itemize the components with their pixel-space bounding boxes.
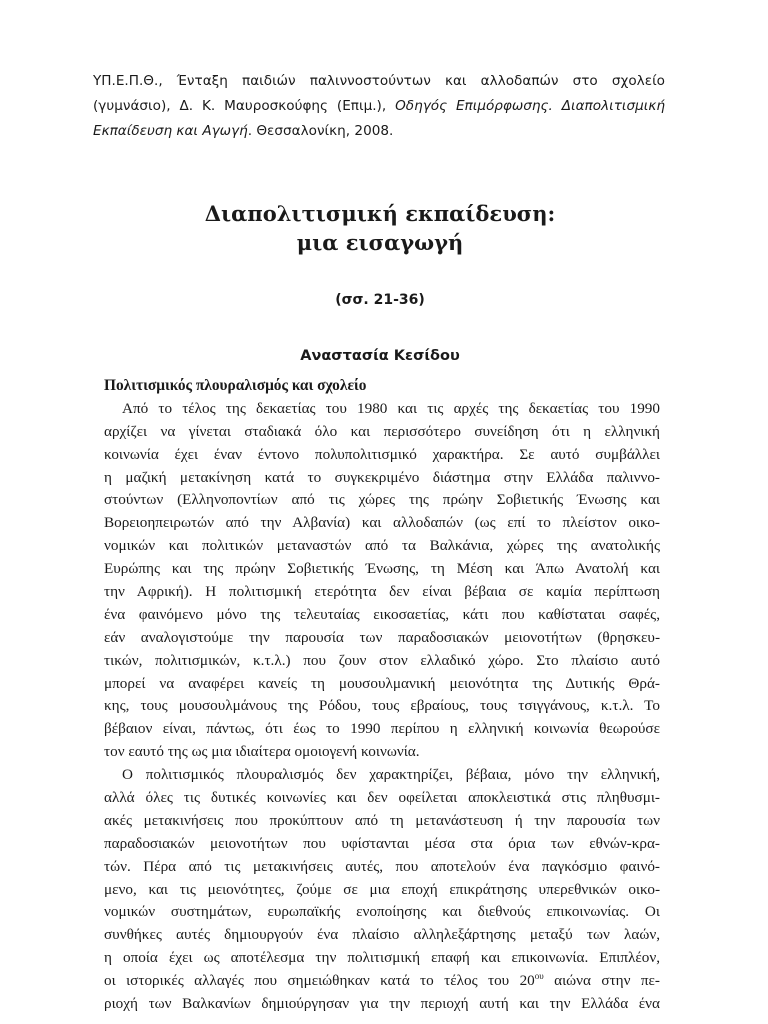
paragraph-line: Ευρώπης και της πρώην Σοβιετικής Ένωσης, τη Μέση και Άπω Ανατολή και xyxy=(104,560,660,578)
citation-book-title: Οδηγός Επιμόρφωσης. Διαπολιτισμική Εκπαίδευση και Αγωγή xyxy=(93,98,665,139)
paragraph-line: εάν αναλογιστούμε την παρουσία των παραδοσιακών μειονοτήτων (θρησκευ- xyxy=(104,628,660,646)
paragraph-line: στούντων (Ελληνοποντίων από τις χώρες της πρώην Σοβιετικής Ένωσης και xyxy=(104,491,660,509)
line-text-tail: αιώνα στην πε- xyxy=(543,972,660,990)
bibliographic-citation xyxy=(93,69,665,144)
paragraph-line: αρχίζει να γίνεται σταδιακά όλο και περισσότερο συνείδηση ότι η ελληνική xyxy=(104,422,660,440)
paragraph-line: νομικών συστημάτων, ευρωπαϊκής ενοποίησης και διεθνούς επικοινωνίας. Οι xyxy=(104,903,660,921)
paragraph-line: Βορειοηπειρωτών από την Αλβανία) και αλλοδαπών (ως επί το πλείστον οικο- xyxy=(104,514,660,532)
paragraph-line: Από το τέλος της δεκαετίας του 1980 και τις αρχές της δεκαετίας του 1990 xyxy=(122,399,660,417)
paragraph-line: τον εαυτό της ως μια ιδιαίτερα ομοιογενή κοινωνία. xyxy=(104,743,420,761)
chapter-title xyxy=(100,199,660,257)
paragraph-line: βέβαιον είναι, πάντως, ότι έως το 1990 περίπου η ελληνική κοινωνία θεωρούσε xyxy=(104,720,660,738)
chapter-title-line-1: Διαπολιτισμική εκπαίδευση: xyxy=(204,201,556,226)
paragraph-line: παραδοσιακών μειονοτήτων που υφίστανται μέσα στα όρια των εθνών-κρα- xyxy=(104,834,660,852)
paragraph-line: αλλά όλες τις δυτικές κοινωνίες και δεν οφείλεται αποκλειστικά στις πληθυσμι- xyxy=(104,789,660,807)
paragraph-line: ακές μετακινήσεις που προκύπτουν από τη μετανάστευση ή την παρουσία των xyxy=(104,811,660,829)
paragraph-line: τικών, πολιτισμικών, κ.τ.λ.) που ζουν στον ελλαδικό χώρο. Στο πλαίσιο αυτό xyxy=(104,651,660,669)
line-text: οι ιστορικές αλλαγές που σημειώθηκαν κατά το τέλος του 20 xyxy=(104,972,535,990)
paragraph-line: κοινωνία έχει έναν έντονο πολυπολιτισμικό χαρακτήρα. Σε αυτό συμβάλλει xyxy=(104,445,660,463)
citation-place-year: . Θεσσαλονίκη, 2008. xyxy=(247,123,394,139)
paragraph-line: συνθήκες αυτές δημιουργούν ένα πλαίσιο αλληλεξάρτησης μεταξύ των λαών, xyxy=(104,926,660,944)
paragraph-line: νομικών και πολιτικών μεταναστών από τα Βαλκάνια, χώρες της ανατολικής xyxy=(104,537,660,555)
paragraph-line: ριοχή των Βαλκανίων δημιούργησαν για την περιοχή αυτή και την Ελλάδα ένα xyxy=(104,995,660,1013)
chapter-title-line-2: μια εισαγωγή xyxy=(296,230,464,255)
paragraph-line: η οποία έχει ως αποτέλεσμα την πολιτισμική επαφή και επικοινωνία. Επιπλέον, xyxy=(104,949,660,967)
author-name: Αναστασία Κεσίδου xyxy=(300,348,460,364)
citation-text: ΥΠ.Ε.Π.Θ., Ένταξη παιδιών παλιννοστούντων και αλλοδαπών στο σχολείο (γυμνάσιο), Δ. Κ. Μαυροσκούφης (Επιμ.), xyxy=(93,73,665,114)
paragraph-line-with-ordinal xyxy=(104,970,660,993)
page-range: (σσ. 21-36) xyxy=(335,292,425,308)
body-text xyxy=(104,375,660,1016)
ordinal-suffix: ου xyxy=(534,971,544,982)
paragraph-line: τών. Πέρα από τις μετακινήσεις αυτές, που αποτελούν ένα παγκόσμιο φαινό- xyxy=(104,857,660,875)
section-heading: Πολιτισμικός πλουραλισμός και σχολείο xyxy=(104,377,367,394)
paragraph-line: κης, τους μουσουλμάνους της Ρόδου, τους εβραίους, τους τσιγγάνους, κ.τ.λ. Το xyxy=(104,697,660,715)
paragraph-line: η μαζική μετακίνηση κατά το συγκεκριμένο διάστημα στην Ελλάδα παλιννο- xyxy=(104,468,660,486)
paragraph-line: μπορεί να αναφέρει κανείς τη μουσουλμανική μειονότητα της Δυτικής Θρά- xyxy=(104,674,660,692)
paragraph-line: ένα φαινόμενο μόνο της τελευταίας εικοσαετίας, κάτι που καθίσταται σαφές, xyxy=(104,605,660,623)
paragraph-line: μενο, και τις μειονότητες, ζούμε σε μια εποχή επικράτησης υπερεθνικών οικο- xyxy=(104,880,660,898)
paragraph-line: την Αφρική). Η πολιτισμική ετερότητα δεν είναι βέβαια σε καμία περίπτωση xyxy=(104,583,660,601)
paragraph-line: Ο πολιτισμικός πλουραλισμός δεν χαρακτηρίζει, βέβαια, μόνο την ελληνική, xyxy=(122,766,660,784)
